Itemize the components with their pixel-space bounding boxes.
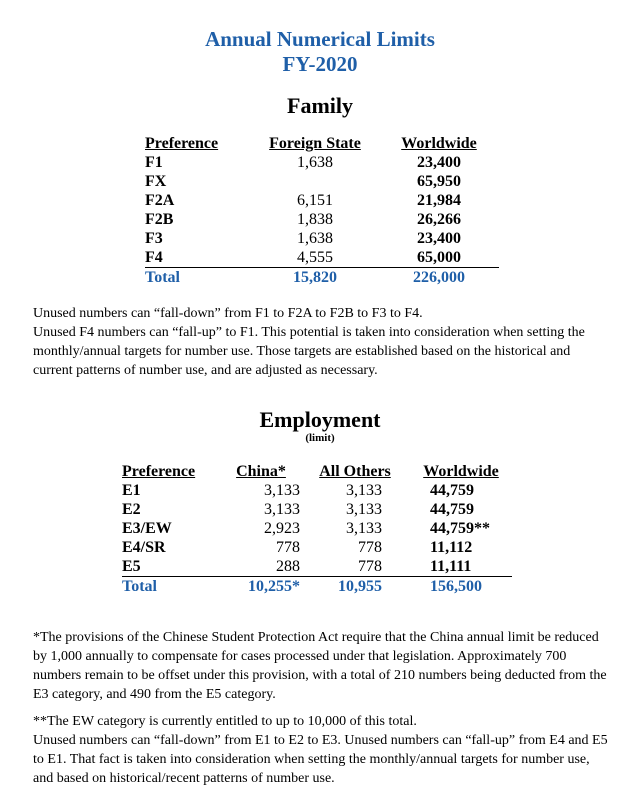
total-worldwide: 226,000 — [413, 269, 465, 286]
all-others-cell: 3,133 — [346, 482, 382, 499]
worldwide-cell: 23,400 — [417, 230, 461, 247]
preference-cell: FX — [145, 173, 167, 190]
employment-header-row — [122, 462, 512, 481]
family-note-fall-up: Unused F4 numbers can “fall-up” to F1. This potential is taken into consideration when setting the monthly/annual targets for number use. Those targets are established based on the historical and current patterns of number use, and are adjusted as necessary. — [33, 325, 585, 378]
family-table — [145, 134, 499, 287]
preference-cell: E1 — [122, 482, 141, 499]
family-header-row — [145, 134, 499, 153]
table-row — [145, 172, 499, 191]
page-title: Annual Numerical Limits — [205, 27, 435, 51]
family-notes — [33, 304, 613, 380]
employment-fall-note: Unused numbers can “fall-down” from E1 to E2 to E3. Unused numbers can “fall-up” from E4 and E5 to E1. That fact is taken into consideration when setting the monthly/annual targets for number use, and based on historical/recent patterns of number use. — [33, 733, 608, 786]
total-all-others: 10,955 — [338, 578, 382, 595]
worldwide-cell: 21,984 — [417, 192, 461, 209]
total-label: Total — [145, 269, 180, 286]
all-others-cell: 778 — [300, 557, 410, 577]
all-others-cell: 778 — [358, 539, 382, 556]
total-china: 10,255* — [248, 578, 300, 595]
total-worldwide: 156,500 — [430, 578, 482, 595]
worldwide-cell: 65,000 — [379, 248, 499, 268]
all-others-cell: 3,133 — [346, 501, 382, 518]
china-footnote-text: *The provisions of the Chinese Student Protection Act require that the China annual limit be reduced by 1,000 annually to compensate for cases processed under that legislation. Approximately 700 numbers remain to be offset under this provision, with a total of 210 numbers being deducted from the E3 category, and 490 from the E5 category. — [33, 630, 607, 702]
family-header-preference: Preference — [145, 135, 219, 152]
china-cell: 2,923 — [264, 520, 300, 537]
table-row — [145, 210, 499, 229]
china-cell: 778 — [276, 539, 300, 556]
table-row — [122, 557, 512, 577]
total-foreign-state: 15,820 — [293, 269, 337, 286]
employment-header-worldwide: Worldwide — [423, 463, 499, 480]
china-cell: 3,133 — [264, 482, 300, 499]
foreign-state-cell: 1,838 — [297, 211, 333, 228]
worldwide-cell: 11,112 — [430, 539, 473, 556]
table-row — [122, 519, 512, 538]
family-title: Family — [287, 93, 353, 118]
preference-cell: F3 — [145, 230, 163, 247]
employment-total-row — [122, 577, 512, 597]
preference-cell: F4 — [145, 248, 251, 268]
table-row — [145, 153, 499, 172]
foreign-state-cell: 4,555 — [251, 248, 379, 268]
table-row — [122, 481, 512, 500]
preference-cell: E3/EW — [122, 520, 172, 537]
preference-cell: E2 — [122, 501, 141, 518]
china-cell: 288 — [222, 557, 300, 577]
all-others-cell: 3,133 — [346, 520, 382, 537]
foreign-state-cell — [251, 172, 379, 191]
worldwide-cell: 44,759 — [430, 482, 474, 499]
foreign-state-cell: 6,151 — [297, 192, 333, 209]
preference-cell: F2A — [145, 192, 175, 209]
employment-header-all-others: All Others — [319, 463, 391, 480]
preference-cell: F2B — [145, 211, 174, 228]
ew-footnote-text: **The EW category is currently entitled to up to 10,000 of this total. — [33, 714, 417, 729]
employment-title: Employment — [259, 407, 381, 432]
preference-cell: E4/SR — [122, 539, 166, 556]
total-label: Total — [122, 578, 157, 595]
employment-header-preference: Preference — [122, 463, 196, 480]
employment-header-china: China* — [236, 463, 286, 480]
table-row — [145, 229, 499, 248]
worldwide-cell: 26,266 — [417, 211, 461, 228]
preference-cell: E5 — [122, 557, 222, 577]
china-cell: 3,133 — [264, 501, 300, 518]
family-header-worldwide: Worldwide — [401, 135, 477, 152]
table-row — [145, 248, 499, 268]
worldwide-cell: 23,400 — [417, 154, 461, 171]
worldwide-cell: 65,950 — [417, 173, 461, 190]
foreign-state-cell: 1,638 — [297, 230, 333, 247]
employment-table — [122, 462, 512, 596]
table-row — [122, 500, 512, 519]
china-footnote — [33, 628, 613, 704]
family-total-row — [145, 268, 499, 288]
ew-footnote — [33, 712, 613, 788]
family-header-foreign-state: Foreign State — [269, 135, 361, 152]
family-note-fall-down: Unused numbers can “fall-down” from F1 to F2A to F2B to F3 to F4. — [33, 306, 423, 321]
table-row — [122, 538, 512, 557]
worldwide-cell: 44,759 — [430, 501, 474, 518]
preference-cell: F1 — [145, 154, 163, 171]
worldwide-cell: 44,759** — [430, 520, 490, 537]
employment-subtitle: (limit) — [305, 432, 335, 444]
fiscal-year: FY-2020 — [282, 52, 358, 76]
worldwide-cell: 11,111 — [410, 557, 512, 577]
table-row — [145, 191, 499, 210]
foreign-state-cell: 1,638 — [297, 154, 333, 171]
